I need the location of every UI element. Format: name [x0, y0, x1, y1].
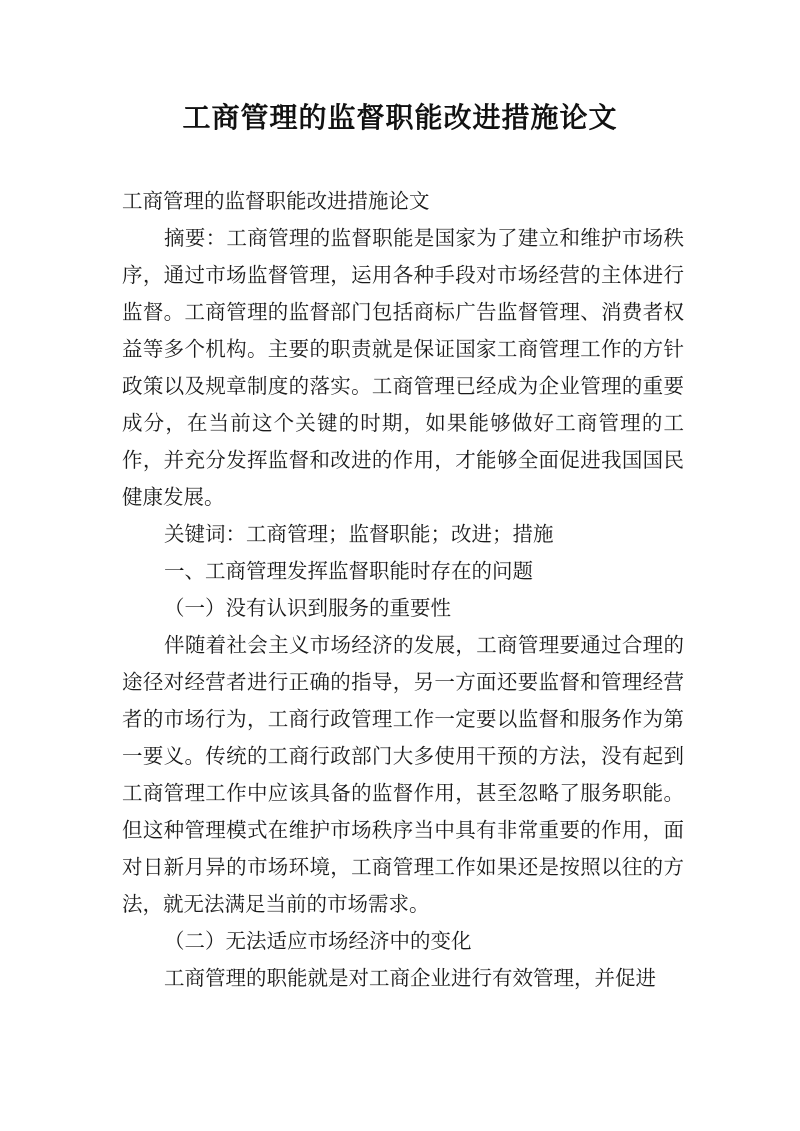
paragraph-body-1: 伴随着社会主义市场经济的发展，工商管理要通过合理的途径对经营者进行正确的指导，另一方面还要监督和管理经营者的市场行为，工商行政管理工作一定要以监督和服务作为第一要义。传统的工商行政部门大多使用干预的方法，没有起到工商管理工作中应该具备的监督作用，甚至忽略了服务职能。但这种管理模式在维护市场秩序当中具有非常重要的作用，面对日新月异的市场环境，工商管理工作如果还是按照以往的方法，就无法满足当前的市场需求。	[122, 633, 684, 916]
section-heading-1: 一、工商管理发挥监督职能时存在的问题	[164, 559, 534, 583]
subsection-heading-1: （一）没有认识到服务的重要性	[164, 596, 452, 620]
document-title: 工商管理的监督职能改进措施论文	[182, 101, 618, 134]
paragraph-abstract: 摘要：工商管理的监督职能是国家为了建立和维护市场秩序，通过市场监督管理，运用各种手段对市场经营的主体进行监督。工商管理的监督部门包括商标广告监督管理、消费者权益等多个机构。主要的职责就是保证国家工商管理工作的方针政策以及规章制度的落实。工商管理已经成为企业管理的重要成分，在当前这个关键的时期，如果能够做好工商管理的工作，并充分发挥监督和改进的作用，才能够全面促进我国国民健康发展。	[122, 226, 684, 509]
subsection-heading-2: （二）无法适应市场经济中的变化	[164, 929, 472, 953]
paragraph-body-2: 工商管理的职能就是对工商企业进行有效管理，并促进	[164, 966, 657, 990]
paragraph-keywords: 关键词：工商管理；监督职能；改进；措施	[164, 522, 554, 546]
document-body	[122, 183, 684, 997]
paragraph-heading: 工商管理的监督职能改进措施论文	[122, 189, 430, 213]
